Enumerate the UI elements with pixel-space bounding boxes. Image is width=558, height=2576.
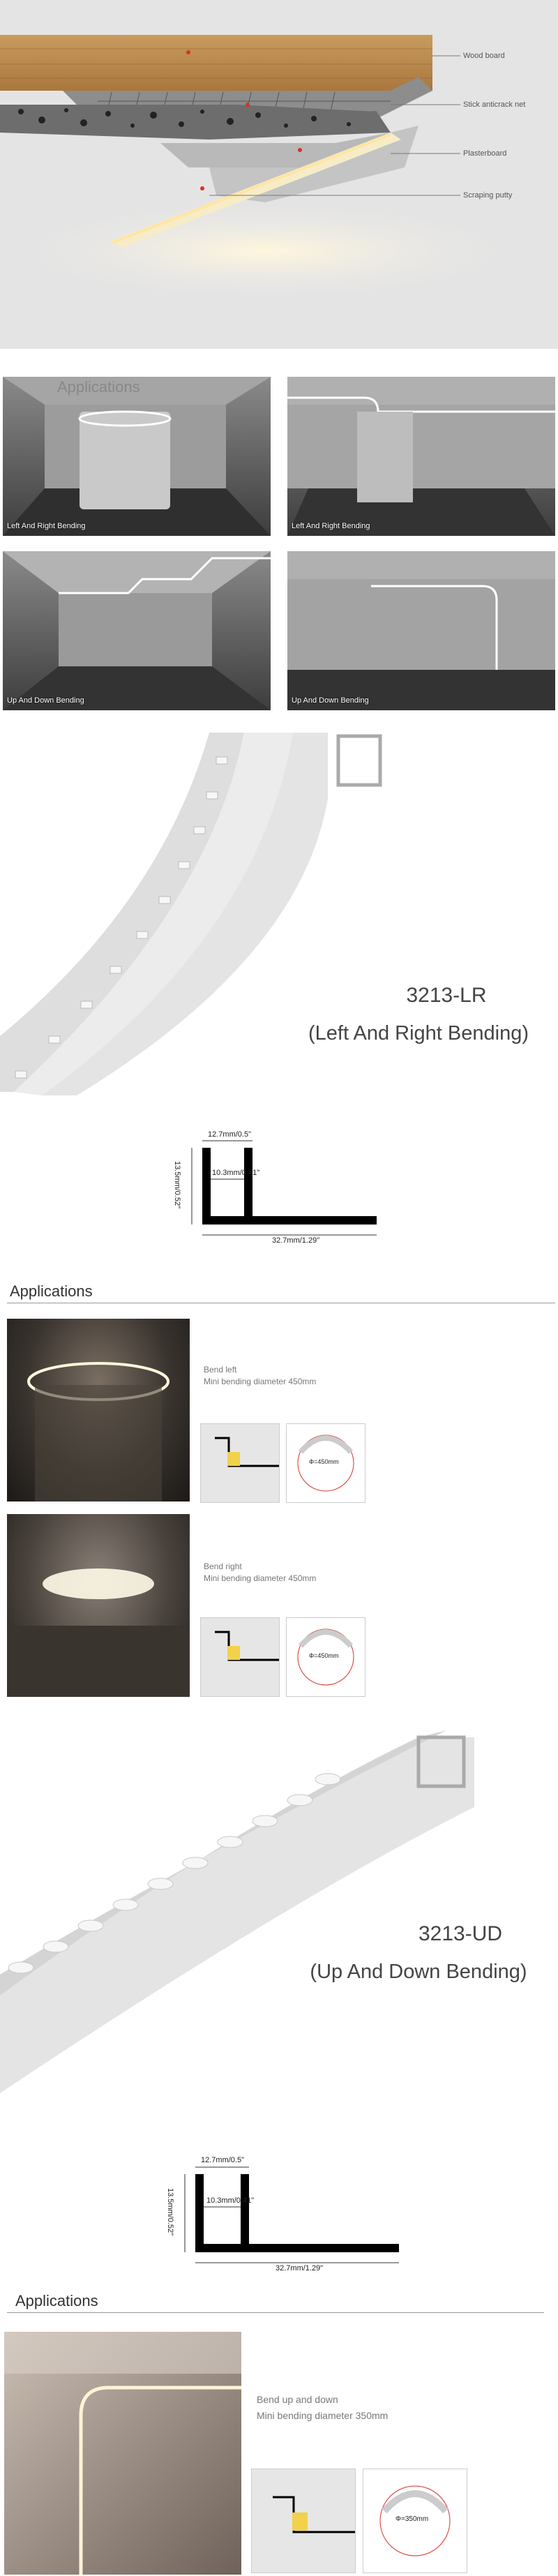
room-render-2 bbox=[287, 377, 555, 536]
profile-ud-dimension-drawing bbox=[160, 2155, 439, 2273]
lr-dim-inner: 10.3mm/0.41" bbox=[212, 1169, 260, 1177]
applications-divider-ud bbox=[7, 2312, 544, 2313]
ud-dim-inner: 10.3mm/0.41" bbox=[206, 2196, 255, 2205]
room-caption-1: Left And Right Bending bbox=[7, 522, 86, 530]
bend-up-down-desc: Mini bending diameter 350mm bbox=[257, 2410, 389, 2421]
bend-left-section-thumb bbox=[200, 1423, 280, 1503]
lr-dim-top: 12.7mm/0.5" bbox=[208, 1130, 251, 1139]
bend-right-title: Bend right bbox=[204, 1562, 242, 1571]
layer-label-plasterboard: Plasterboard bbox=[463, 149, 507, 158]
ud-dim-bottom: 32.7mm/1.29" bbox=[276, 2264, 324, 2272]
room-render-1 bbox=[3, 377, 271, 536]
bend-right-photo bbox=[7, 1514, 190, 1697]
bend-left-circle-thumb bbox=[286, 1423, 365, 1503]
profile-ud-render bbox=[0, 1723, 558, 2100]
layer-label-wood: Wood board bbox=[463, 52, 505, 60]
profile-ud-code: 3213-UD bbox=[418, 1922, 503, 1945]
bend-left-desc: Mini bending diameter 450mm bbox=[204, 1377, 317, 1386]
bend-right-circle-label: Φ=450mm bbox=[309, 1652, 339, 1659]
profile-lr-code: 3213-LR bbox=[406, 984, 487, 1007]
bend-left-title: Bend left bbox=[204, 1365, 237, 1375]
bend-up-down-circle-thumb bbox=[363, 2469, 467, 2573]
bend-right-desc: Mini bending diameter 450mm bbox=[204, 1573, 317, 1583]
applications-watermark: Applications bbox=[57, 378, 140, 396]
layer-label-putty: Scraping putty bbox=[463, 191, 513, 200]
bend-up-down-section-thumb bbox=[251, 2469, 356, 2573]
bend-left-circle-label: Φ=450mm bbox=[309, 1458, 339, 1465]
ud-dim-top: 12.7mm/0.5" bbox=[201, 2156, 244, 2164]
room-render-3 bbox=[3, 551, 271, 710]
ud-dim-height: 13.5mm/0.52" bbox=[166, 2187, 175, 2236]
bend-up-down-title: Bend up and down bbox=[257, 2394, 338, 2405]
applications-heading-lr: Applications bbox=[10, 1282, 93, 1300]
layers-illustration bbox=[0, 0, 558, 349]
profile-lr-subtitle: (Left And Right Bending) bbox=[308, 1022, 529, 1044]
bend-right-section-thumb bbox=[200, 1617, 280, 1697]
room-render-4 bbox=[287, 551, 555, 710]
lr-dim-bottom: 32.7mm/1.29" bbox=[272, 1236, 320, 1245]
bend-left-photo bbox=[7, 1319, 190, 1502]
lr-dim-height: 13.5mm/0.52" bbox=[173, 1160, 182, 1209]
applications-heading-ud: Applications bbox=[15, 2292, 98, 2309]
layer-label-net: Stick anticrack net bbox=[463, 100, 526, 109]
bend-right-circle-thumb bbox=[286, 1617, 365, 1697]
profile-ud-subtitle: (Up And Down Bending) bbox=[310, 1961, 527, 1983]
room-caption-3: Up And Down Bending bbox=[7, 696, 84, 705]
profile-lr-dimension-drawing bbox=[167, 1130, 425, 1249]
bend-up-down-photo bbox=[4, 2332, 241, 2575]
room-caption-4: Up And Down Bending bbox=[292, 696, 369, 705]
bend-up-down-circle-label: Φ=350mm bbox=[395, 2515, 429, 2523]
room-caption-2: Left And Right Bending bbox=[292, 522, 370, 530]
